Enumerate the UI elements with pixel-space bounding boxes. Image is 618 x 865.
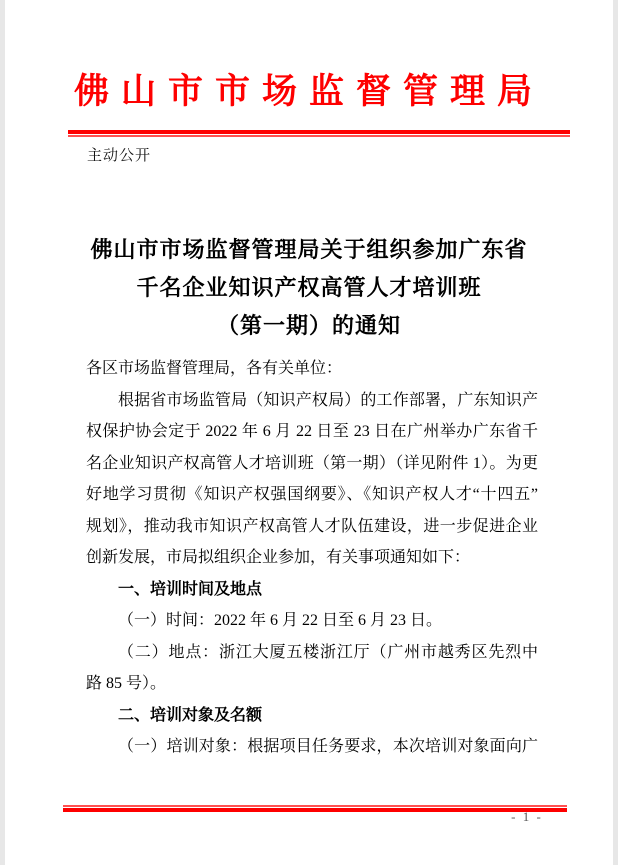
header-rule: [68, 130, 570, 137]
disclosure-label: 主动公开: [87, 147, 152, 164]
section-heading-2: 二、培训对象及名额: [118, 706, 263, 724]
document-title-line-3: （第一期）的通知: [216, 313, 401, 338]
body-line: （二）地点：浙江大厦五楼浙江厅（广州市越秀区先烈中: [118, 643, 538, 661]
body-line: 好地学习贯彻《知识产权强国纲要》、《知识产权人才“十四五”: [86, 486, 538, 503]
body-line: （一）培训对象：根据项目任务要求，本次培训对象面向广: [118, 738, 538, 755]
section-heading-1: 一、培训时间及地点: [118, 580, 263, 598]
document-body: [86, 353, 538, 763]
document-title-line-2: 千名企业知识产权高管人才培训班: [136, 275, 482, 300]
footer-rule-thick-line: [63, 808, 567, 812]
header-rule-thin-line: [68, 135, 570, 137]
document-title-line-1: 佛山市市场监督管理局关于组织参加广东省: [90, 237, 528, 262]
body-line: （一）时间：2022 年 6 月 22 日至 6 月 23 日。: [118, 612, 443, 629]
footer-rule: [63, 805, 567, 812]
page-number: - 1 -: [511, 809, 543, 824]
body-line: 创新发展，市局拟组织企业参加，有关事项通知如下：: [86, 549, 471, 566]
body-line: 规划》，推动我市知识产权高管人才队伍建设，进一步促进企业: [86, 517, 538, 535]
document-title: [5, 231, 613, 345]
body-line: 根据省市场监管局（知识产权局）的工作部署，广东知识产: [118, 391, 538, 409]
body-line: 名企业知识产权高管人才培训班（第一期）（详见附件 1）。为更: [86, 454, 538, 472]
body-line: 路 85 号）。: [86, 675, 167, 692]
document-page: [5, 0, 613, 865]
salutation-line: 各区市场监督管理局，各有关单位：: [86, 360, 343, 377]
agency-letterhead-title: 佛山市市场监督管理局: [73, 72, 544, 111]
body-line: 权保护协会定于 2022 年 6 月 22 日至 23 日在广州举办广东省千: [86, 423, 538, 440]
